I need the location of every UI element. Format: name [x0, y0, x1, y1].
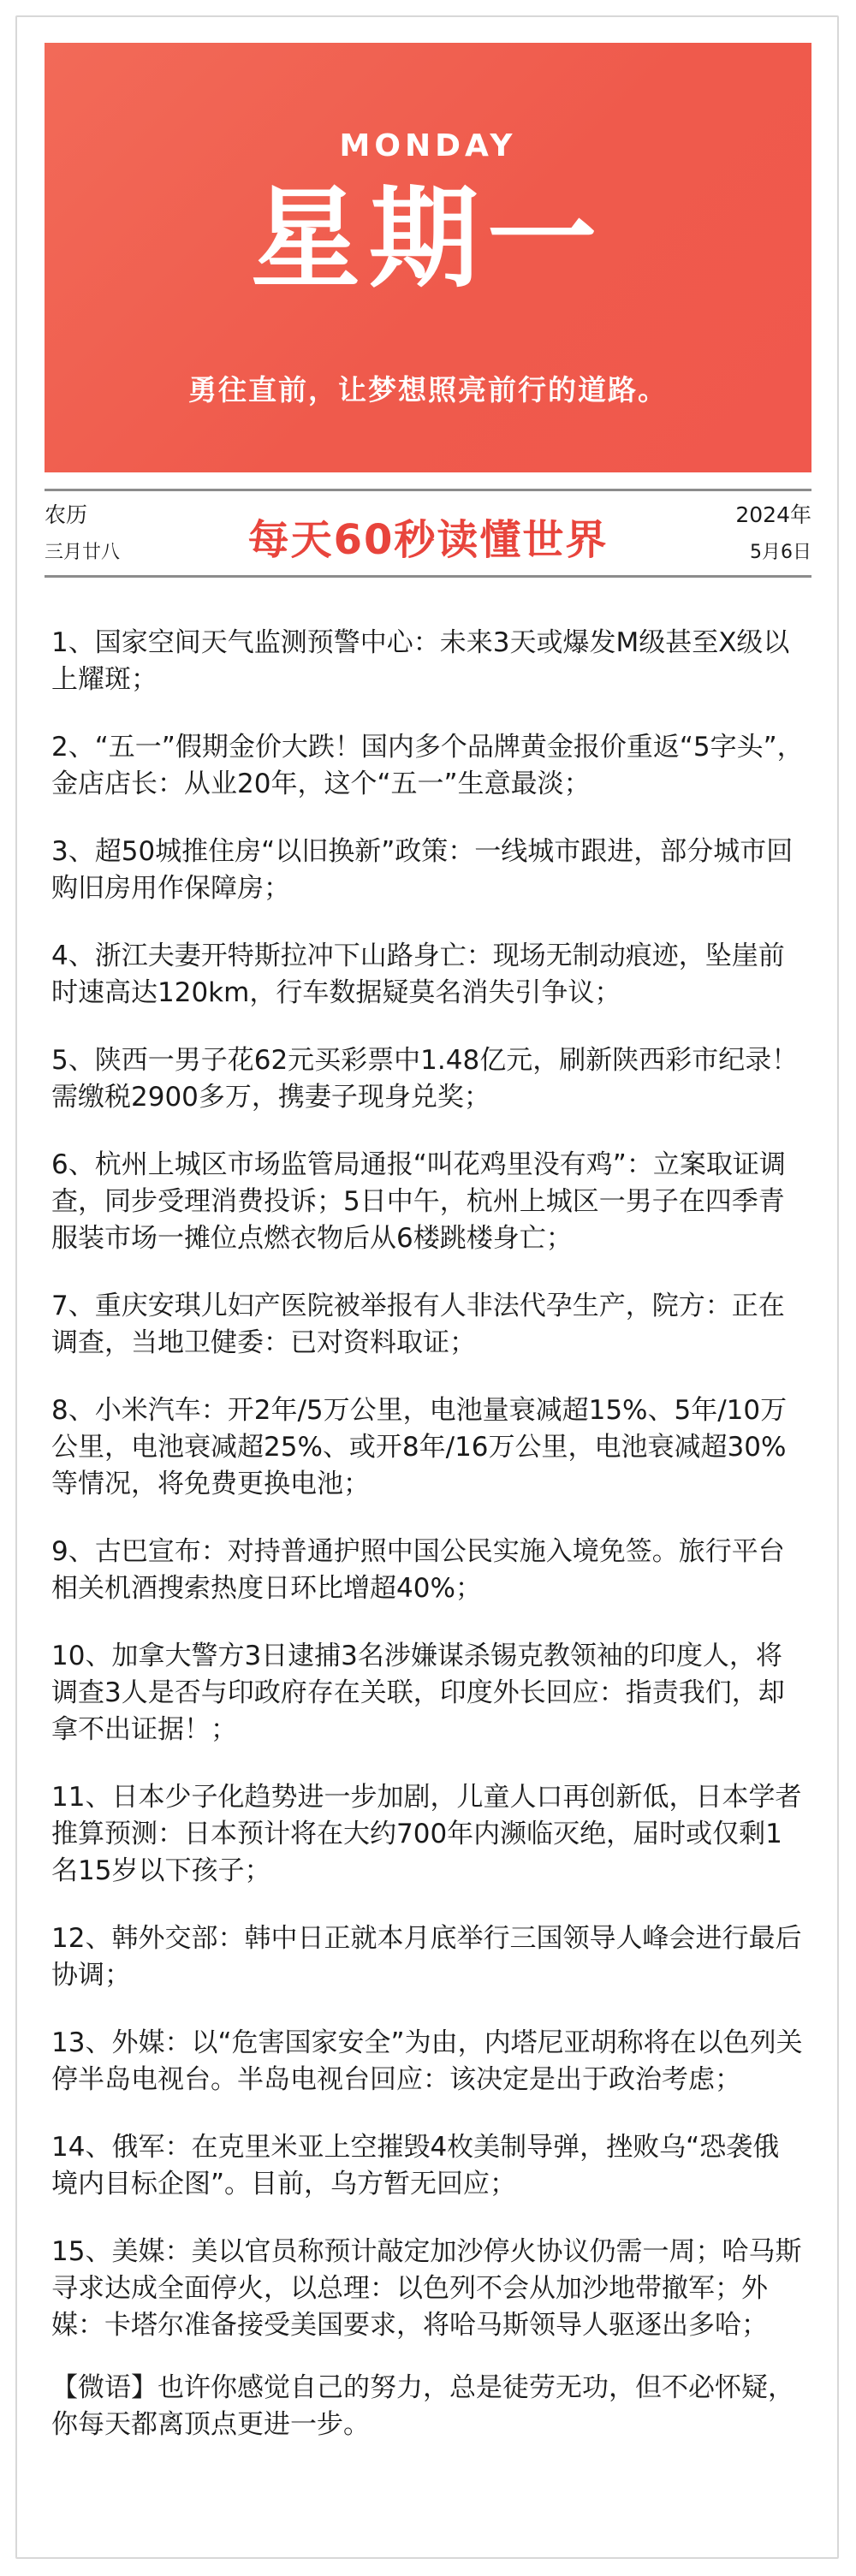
- news-item: 11、日本少子化趋势进一步加剧，儿童人口再创新低，日本学者推算预测：日本预计将在大约700年内濒临灭绝，届时或仅剩1名15岁以下孩子；: [51, 1782, 802, 1886]
- news-item: 13、外媒：以“危害国家安全”为由，内塔尼亚胡称将在以色列关停半岛电视台。半岛电视台回应：该决定是出于政治考虑；: [51, 2027, 803, 2095]
- news-item: 1、国家空间天气监测预警中心：未来3天或爆发M级甚至X级以上耀斑；: [51, 627, 790, 695]
- news-item: 8、小米汽车：开2年/5万公里，电池量衰减超15%、5年/10万公里，电池衰减超25%、或开8年/16万公里，电池衰减超30%等情况，将免费更换电池；: [51, 1395, 788, 1499]
- news-item: 12、韩外交部：韩中日正就本月底举行三国领导人峰会进行最后协调；: [51, 1923, 802, 1991]
- daily-quote: 【微语】也许你感觉自己的努力，总是徒劳无功，但不必怀疑，你每天都离顶点更进一步。: [51, 2372, 794, 2440]
- bottom-divider: [45, 575, 811, 578]
- hero-banner: [45, 43, 811, 472]
- weekday-chinese: 星期一: [250, 175, 605, 303]
- news-item: 6、杭州上城区市场监管局通报“叫花鸡里没有鸡”：立案取证调查，同步受理消费投诉；5日中午，杭州上城区一男子在四季青服装市场一摊位点燃衣物后从6楼跳楼身亡；: [51, 1149, 786, 1254]
- news-item: 2、“五一”假期金价大跌！国内多个品牌黄金报价重返“5字头”，金店店长：从业20年，这个“五一”生意最淡；: [51, 732, 804, 799]
- news-item: 7、重庆安琪儿妇产医院被举报有人非法代孕生产，院方：正在调查，当地卫健委：已对资料取证；: [51, 1291, 785, 1358]
- motto: 勇往直前，让梦想照亮前行的道路。: [188, 373, 668, 407]
- news-list: [51, 625, 805, 2474]
- news-item: 5、陕西一男子花62元买彩票中1.48亿元，刷新陕西彩市纪录！需缴税2900多万，携妻子现身兑奖；: [51, 1045, 799, 1113]
- year: 2024年: [735, 502, 811, 527]
- lunar-date: 三月廿八: [45, 542, 121, 563]
- news-item: 14、俄军：在克里米亚上空摧毁4枚美制导弹，挫败乌“恐袭俄境内目标企图”。目前，乌方暂无回应；: [51, 2132, 780, 2199]
- lunar-calendar-label: 农历: [45, 502, 88, 527]
- page-title: 每天60秒读懂世界: [247, 516, 609, 564]
- news-item: 3、超50城推住房“以旧换新”政策：一线城市跟进，部分城市回购旧房用作保障房；: [51, 836, 794, 904]
- news-item: 10、加拿大警方3日逮捕3名涉嫌谋杀锡克教领袖的印度人，将调查3人是否与印政府存在关联，印度外长回应：指责我们，却拿不出证据！；: [51, 1641, 785, 1745]
- news-item: 4、浙江夫妻开特斯拉冲下山路身亡：现场无制动痕迹，坠崖前时速高达120km，行车数据疑莫名消失引争议；: [51, 941, 785, 1008]
- weekday-english: MONDAY: [339, 128, 517, 163]
- top-divider: [45, 489, 811, 491]
- news-item: 15、美媒：美以官员称预计敲定加沙停火协议仍需一周；哈马斯寻求达成全面停火，以总理：以色列不会从加沙地带撤军；外媒：卡塔尔准备接受美国要求，将哈马斯领导人驱逐出多哈；: [51, 2236, 802, 2341]
- month-day: 5月6日: [750, 542, 811, 563]
- news-item: 9、古巴宣布：对持普通护照中国公民实施入境免签。旅行平台相关机酒搜索热度日环比增超40%；: [51, 1536, 785, 1604]
